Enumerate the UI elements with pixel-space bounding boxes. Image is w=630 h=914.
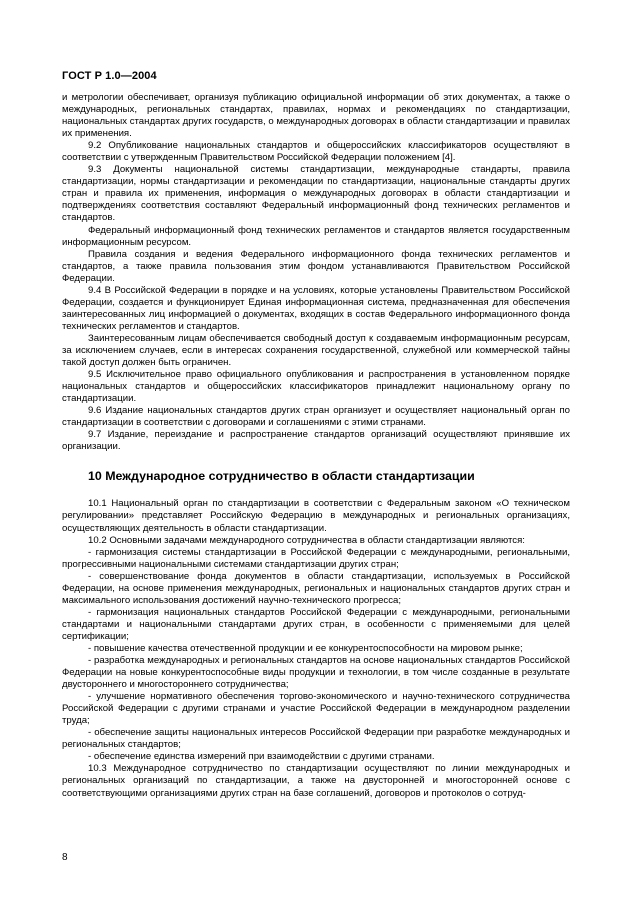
paragraph: 9.2 Опубликование национальных стандартов и общероссийских классификаторов осуществляют в соответствии с утвержденным Правительством Российской Федерации положением [4].: [62, 140, 570, 164]
paragraph: 9.4 В Российской Федерации в порядке и на условиях, которые установлены Правительством Российской Федерации, создается и функционирует Единая информационная система, предназначенная для обеспечения заинтересованных лиц информацией о документах, входящих в состав Федерального информационного фонда технических регламентов и стандартов.: [62, 284, 570, 332]
document-body: [62, 92, 570, 800]
paragraph: - совершенствование фонда документов в области стандартизации, используемых в Российской Федерации, на основе применения международных, региональных и национальных стандартов других стран и максимального использования достижений научно-технического прогресса;: [62, 570, 570, 606]
section-9-continuation: [62, 92, 570, 453]
paragraph: 9.3 Документы национальной системы стандартизации, международные стандарты, правила стандартизации, нормы стандартизации и рекомендации по стандартизации, национальные стандарты других стран и правила их применения, информация о международных договорах в области стандартизации и подтверждениях соответствия составляют Федеральный информационный фонд технических регламентов и стандартов.: [62, 164, 570, 224]
paragraph: Заинтересованным лицам обеспечивается свободный доступ к создаваемым информационным ресурсам, за исключением случаев, если в интересах сохранения государственной, служебной или коммерческой тайны такой доступ должен быть ограничен.: [62, 332, 570, 369]
paragraph: - повышение качества отечественной продукции и ее конкурентоспособности на мировом рынке;: [88, 642, 523, 654]
paragraph: 9.5 Исключительное право официального опубликования и распространения в установленном порядке национальных стандартов и общероссийских классификаторов принадлежит национальному органу по стандартизации.: [62, 369, 570, 405]
page-number: 8: [62, 852, 68, 863]
paragraph: 9.6 Издание национальных стандартов других стран организует и осуществляет национальный орган по стандартизации в соответствии с договорами и соглашениями с этими странами.: [62, 405, 570, 429]
paragraph: - обеспечение единства измерений при взаимодействии с другими странами.: [88, 751, 435, 763]
section-10-body: [62, 498, 570, 799]
paragraph: - разработка международных и региональных стандартов на основе национальных стандартов Российской Федерации на новые конкурентоспособные виды продукции и технологии, в том числе созданные в результате двустороннего и многостороннего сотрудничества;: [62, 655, 570, 691]
paragraph: 10.3 Международное сотрудничество по стандартизации осуществляют по линии международных и региональных организаций по стандартизации, а также на двусторонней и многосторонней основе с соответствующими организациями других стран на базе соглашений, договоров и протоколов о сотруд-: [62, 763, 570, 799]
standard-code-header: ГОСТ Р 1.0—2004: [62, 70, 157, 82]
section-10-title: 10 Международное сотрудничество в области стандартизации: [88, 469, 475, 484]
paragraph: - гармонизация системы стандартизации в Российской Федерации с международными, региональными, прогрессивными национальными системами стандартизации других стран;: [62, 546, 570, 570]
paragraph: - улучшение нормативного обеспечения торгово-экономического и научно-технического сотрудничества Российской Федерации с другими странами и участие Российской Федерации в международном разделении труда;: [62, 691, 570, 727]
paragraph: - гармонизация национальных стандартов Российской Федерации с международными, региональными стандартами и национальными стандартами других стран, в особенности с применяемыми для целей сертификации;: [62, 606, 570, 642]
paragraph: 10.2 Основными задачами международного сотрудничества в области стандартизации являются:: [88, 534, 525, 546]
paragraph: и метрологии обеспечивает, организуя публикацию официальной информации об этих документах, а также о международных, региональных стандартах, правилах, нормах и рекомендациях по стандартизации, национальных стандартах других государств, о международных договорах в области стандартизации и правилах их применения.: [62, 92, 570, 140]
paragraph: - обеспечение защиты национальных интересов Российской Федерации при разработке международных и региональных стандартов;: [62, 727, 570, 751]
paragraph: 9.7 Издание, переиздание и распространение стандартов организаций осуществляют принявшие их организации.: [62, 429, 570, 453]
paragraph: 10.1 Национальный орган по стандартизации в соответствии с Федеральным законом «О техническом регулировании» представляет Российскую Федерацию в международных и региональных организациях, осуществляющих деятельность в области стандартизации.: [62, 498, 570, 534]
paragraph: Федеральный информационный фонд технических регламентов и стандартов является государственным информационным ресурсом.: [62, 224, 570, 248]
paragraph: Правила создания и ведения Федерального информационного фонда технических регламентов и стандартов, а также правила пользования этим фондом устанавливаются Правительством Российской Федерации.: [62, 248, 570, 284]
